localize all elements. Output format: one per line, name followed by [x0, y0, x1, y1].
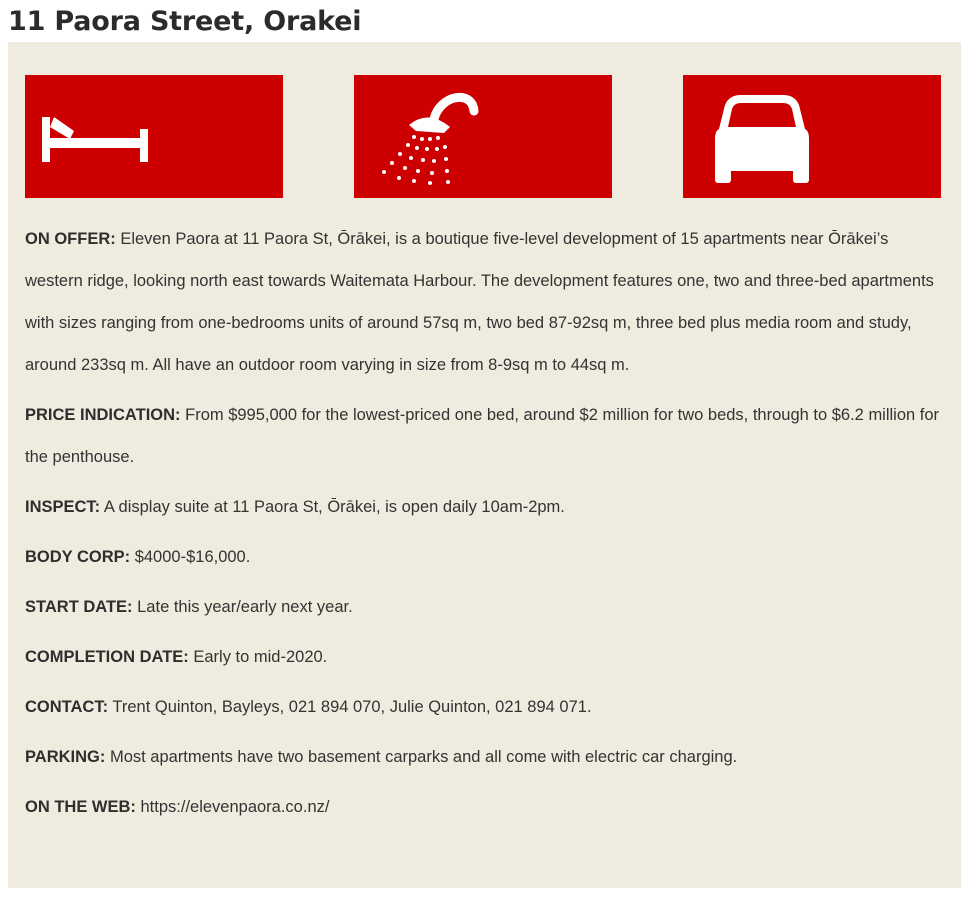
section-contact [25, 686, 950, 728]
section-label: INSPECT: [25, 498, 101, 516]
section-text: Early to mid-2020. [188, 648, 328, 666]
section-completion-date [25, 636, 950, 678]
listing-details [25, 218, 950, 836]
website-link[interactable]: https://elevenpaora.co.nz/ [135, 798, 330, 816]
car-icon [683, 75, 941, 198]
section-text: Most apartments have two basement carparks and all come with electric car charging. [105, 748, 738, 766]
section-label: CONTACT: [25, 698, 109, 716]
bed-icon [25, 75, 283, 198]
section-text: Trent Quinton, Bayleys, 021 894 070, Julie Quinton, 021 894 071. [108, 698, 592, 716]
section-text: $4000-$16,000. [130, 548, 251, 566]
section-label: BODY CORP: [25, 548, 131, 566]
section-label: START DATE: [25, 598, 133, 616]
section-parking [25, 736, 950, 778]
section-text: Late this year/early next year. [132, 598, 353, 616]
section-label: ON THE WEB: [25, 798, 136, 816]
section-label: PRICE INDICATION: [25, 406, 181, 424]
section-text: From $995,000 for the lowest-priced one bed, around $2 million for two beds, through to $6.2 million for the penthouse. [25, 406, 940, 466]
bed-tile [25, 75, 283, 198]
section-label: COMPLETION DATE: [25, 648, 189, 666]
section-body-corp [25, 536, 950, 578]
section-text: A display suite at 11 Paora St, Ōrākei, is open daily 10am-2pm. [100, 498, 565, 516]
section-on-the-web [25, 786, 950, 828]
section-label: PARKING: [25, 748, 106, 766]
page-title: 11 Paora Street, Orakei [8, 6, 362, 37]
section-on-offer [25, 218, 950, 386]
section-inspect [25, 486, 950, 528]
section-start-date [25, 586, 950, 628]
shower-icon [354, 75, 612, 198]
section-price-indication [25, 394, 950, 478]
shower-tile [354, 75, 612, 198]
section-label: ON OFFER: [25, 230, 116, 248]
listing-panel [8, 42, 961, 888]
car-tile [683, 75, 941, 198]
section-text: Eleven Paora at 11 Paora St, Ōrākei, is a boutique five-level development of 15 apartments near Ōrākei’s western ridge, looking north east towards Waitemata Harbour. The development features one, two and three-bed apartments with sizes ranging from one-bedrooms units of around 57sq m, two bed 87-92sq m, three bed plus media room and study, around 233sq m. All have an outdoor room varying in size from 8-9sq m to 44sq m. [25, 230, 934, 374]
